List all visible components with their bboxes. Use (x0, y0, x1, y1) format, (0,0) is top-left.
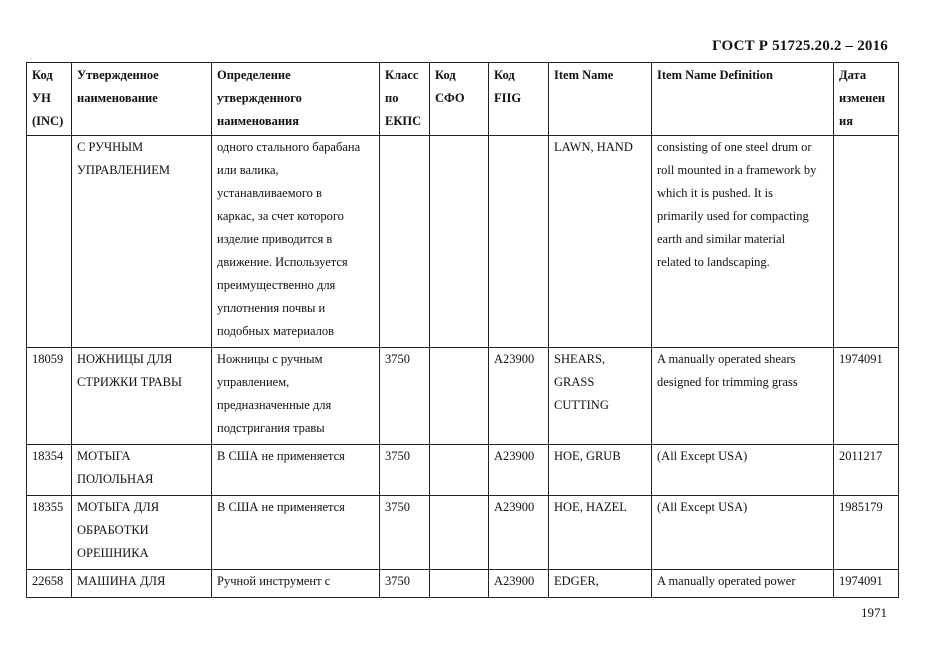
cell-inc (27, 136, 72, 348)
table-row (27, 570, 899, 598)
col-header-approved-name: Утвержденное наименование (72, 63, 212, 136)
document-title: ГОСТ Р 51725.20.2 – 2016 (712, 38, 888, 54)
table-row (27, 136, 899, 348)
col-header-sfo: Код СФО (430, 63, 489, 136)
cell-sfo (430, 348, 489, 445)
col-header-item-definition: Item Name Definition (652, 63, 834, 136)
col-header-inc: Код УН (INC) (27, 63, 72, 136)
cell-definition: Ножницы с ручным управлением, предназначенные для подстригания травы (212, 348, 380, 445)
cell-change-date: 1985179 (834, 496, 899, 570)
col-header-definition: Определение утвержденного наименования (212, 63, 380, 136)
cell-change-date: 2011217 (834, 445, 899, 496)
cell-item-name: EDGER, (549, 570, 652, 598)
cell-sfo (430, 445, 489, 496)
cell-item-definition: (All Except USA) (652, 496, 834, 570)
cell-sfo (430, 496, 489, 570)
col-header-item-name: Item Name (549, 63, 652, 136)
cell-change-date: 1974091 (834, 570, 899, 598)
cell-item-name: HOE, HAZEL (549, 496, 652, 570)
col-header-class: Класс по ЕКПС (380, 63, 430, 136)
cell-fiig (489, 136, 549, 348)
cell-definition: В США не применяется (212, 496, 380, 570)
cell-change-date (834, 136, 899, 348)
table-row (27, 496, 899, 570)
cell-inc: 18354 (27, 445, 72, 496)
cell-class: 3750 (380, 445, 430, 496)
cell-sfo (430, 136, 489, 348)
cell-inc: 18059 (27, 348, 72, 445)
cell-approved-name: С РУЧНЫМ УПРАВЛЕНИЕМ (72, 136, 212, 348)
cell-definition: одного стального барабана или валика, устанавливаемого в каркас, за счет которого изделие приводится в движение. Используется преимущественно для уплотнения почвы и подобных материалов (212, 136, 380, 348)
cell-fiig: A23900 (489, 570, 549, 598)
cell-item-definition: A manually operated power (652, 570, 834, 598)
cell-fiig: A23900 (489, 348, 549, 445)
cell-class: 3750 (380, 348, 430, 445)
col-header-fiig: Код FIIG (489, 63, 549, 136)
cell-inc: 18355 (27, 496, 72, 570)
page-number: 1971 (861, 605, 887, 620)
cell-definition: В США не применяется (212, 445, 380, 496)
cell-item-definition: consisting of one steel drum or roll mounted in a framework by which it is pushed. It is primarily used for compacting earth and similar material related to landscaping. (652, 136, 834, 348)
cell-approved-name: МОТЫГА ПОЛОЛЬНАЯ (72, 445, 212, 496)
table-row (27, 445, 899, 496)
cell-class: 3750 (380, 496, 430, 570)
cell-item-name: LAWN, HAND (549, 136, 652, 348)
table-header-row (27, 63, 899, 136)
cell-fiig: A23900 (489, 445, 549, 496)
cell-sfo (430, 570, 489, 598)
cell-item-definition: (All Except USA) (652, 445, 834, 496)
cell-item-definition: A manually operated shears designed for trimming grass (652, 348, 834, 445)
catalog-table (26, 62, 899, 598)
cell-inc: 22658 (27, 570, 72, 598)
cell-change-date: 1974091 (834, 348, 899, 445)
cell-approved-name: МОТЫГА ДЛЯ ОБРАБОТКИ ОРЕШНИКА (72, 496, 212, 570)
table-row (27, 348, 899, 445)
cell-class: 3750 (380, 570, 430, 598)
col-header-change-date: Дата изменен ия (834, 63, 899, 136)
cell-class (380, 136, 430, 348)
cell-fiig: A23900 (489, 496, 549, 570)
cell-item-name: HOE, GRUB (549, 445, 652, 496)
cell-approved-name: НОЖНИЦЫ ДЛЯ СТРИЖКИ ТРАВЫ (72, 348, 212, 445)
cell-definition: Ручной инструмент с (212, 570, 380, 598)
cell-approved-name: МАШИНА ДЛЯ (72, 570, 212, 598)
cell-item-name: SHEARS, GRASS CUTTING (549, 348, 652, 445)
